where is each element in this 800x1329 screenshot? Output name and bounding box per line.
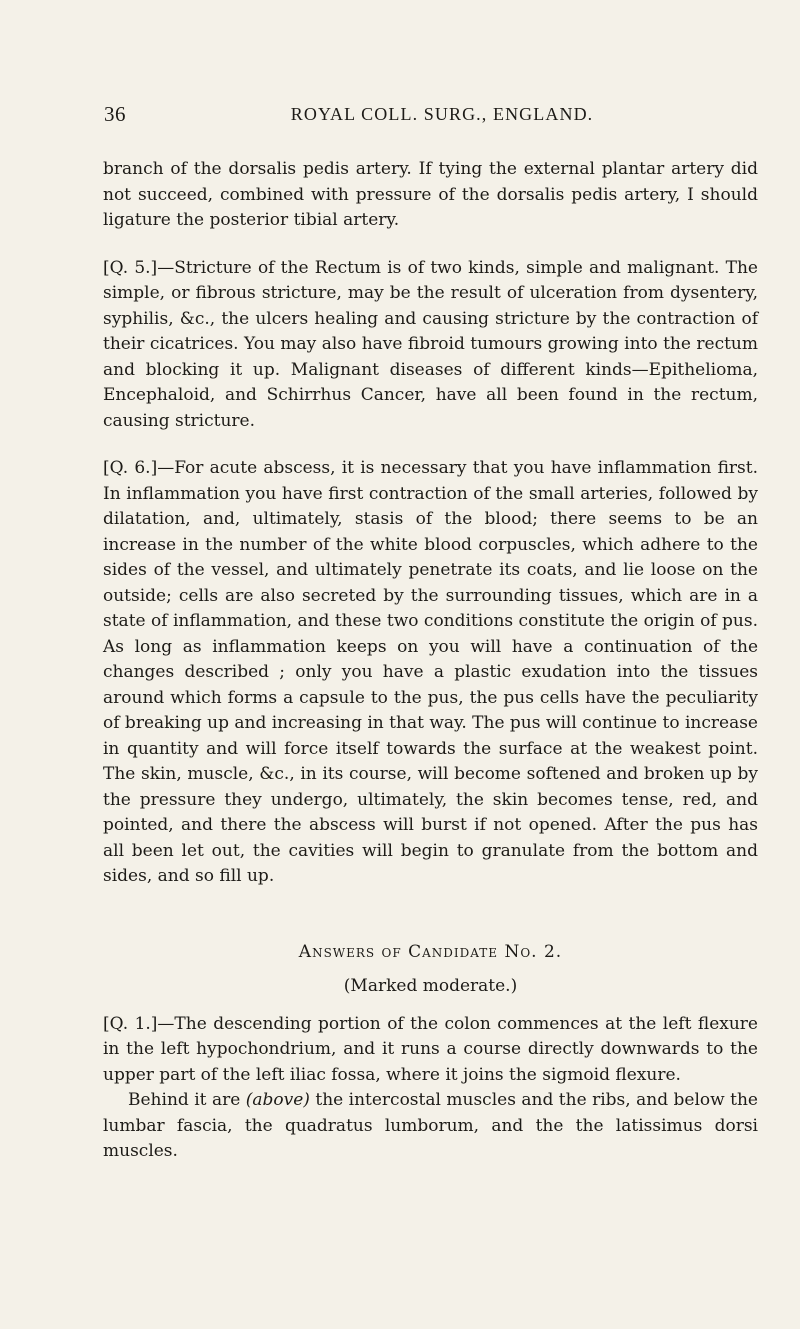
page-body — [103, 157, 758, 1165]
paragraph-q6: [Q. 6.]—For acute abscess, it is necessary that you have inflammation first. In inflammation you have first contraction of the small arteries, followed by dilatation, and, ultimately, stasis of the blood; there seems to be an increase in the number of the white blood corpuscles, which adhere to the sides of the vessel, and ultimately penetrate its coats, and lie loose on the outside; cells are also secreted by the surrounding tissues, which are in a state of inflammation, and these two conditions constitute the origin of pus. As long as inflammation keeps on you will have a continuation of the changes described ; only you have a plastic exudation into the tissues around which forms a capsule to the pus, the pus cells have the peculiarity of breaking up and increasing in that way. The pus will continue to increase in quantity and will force itself towards the surface at the weakest point. The skin, muscle, &c., in its course, will become softened and broken up by the pressure they undergo, ultimately, the skin becomes tense, red, and pointed, and there the abscess will burst if not opened. After the pus has all been let out, the cavities will begin to granulate from the bottom and sides, and so fill up. — [103, 458, 758, 886]
page-number: 36 — [104, 102, 126, 126]
running-head: ROYAL COLL. SURG., ENGLAND. — [290, 104, 594, 124]
paragraph-answer-q1: [Q. 1.]—The descending portion of the colon commences at the left flexure in the left hypochondrium, and it runs a course directly downwards to the upper part of the left iliac fossa, where it joins the sigmoid flexure. — [103, 1013, 758, 1085]
paragraph-q5: [Q. 5.]—Stricture of the Rectum is of two kinds, simple and malignant. The simple, or fibrous stricture, may be the result of ulceration from dysentery, syphilis, &c., the ulcers healing and causing stricture by the contraction of their cicatrices. You may also have fibroid tumours growing into the rectum and blocking it up. Malignant diseases of different kinds—Epithelioma, Encephaloid, and Schirrhus Cancer, have all been found in the rectum, causing stricture. — [103, 257, 758, 431]
answer-text-after: the intercostal muscles and the ribs, and below the lumbar fascia, the quadratus lumborum, and the the latissimus dorsi muscles. — [103, 1090, 758, 1161]
paragraph-answer-q1-continued — [103, 1088, 758, 1165]
paragraph-continuation: branch of the dorsalis pedis artery. If tying the external plantar artery did not succeed, combined with pressure of the dorsalis pedis artery, I should ligature the posterior tibial artery. — [103, 159, 758, 230]
answer-text-italic: (above) — [245, 1090, 310, 1110]
section-heading: Answers of Candidate No. 2. — [298, 941, 563, 962]
page-header — [104, 104, 754, 132]
section-subheading: (Marked moderate.) — [343, 975, 518, 996]
answer-text-before: Behind it are — [128, 1090, 246, 1110]
